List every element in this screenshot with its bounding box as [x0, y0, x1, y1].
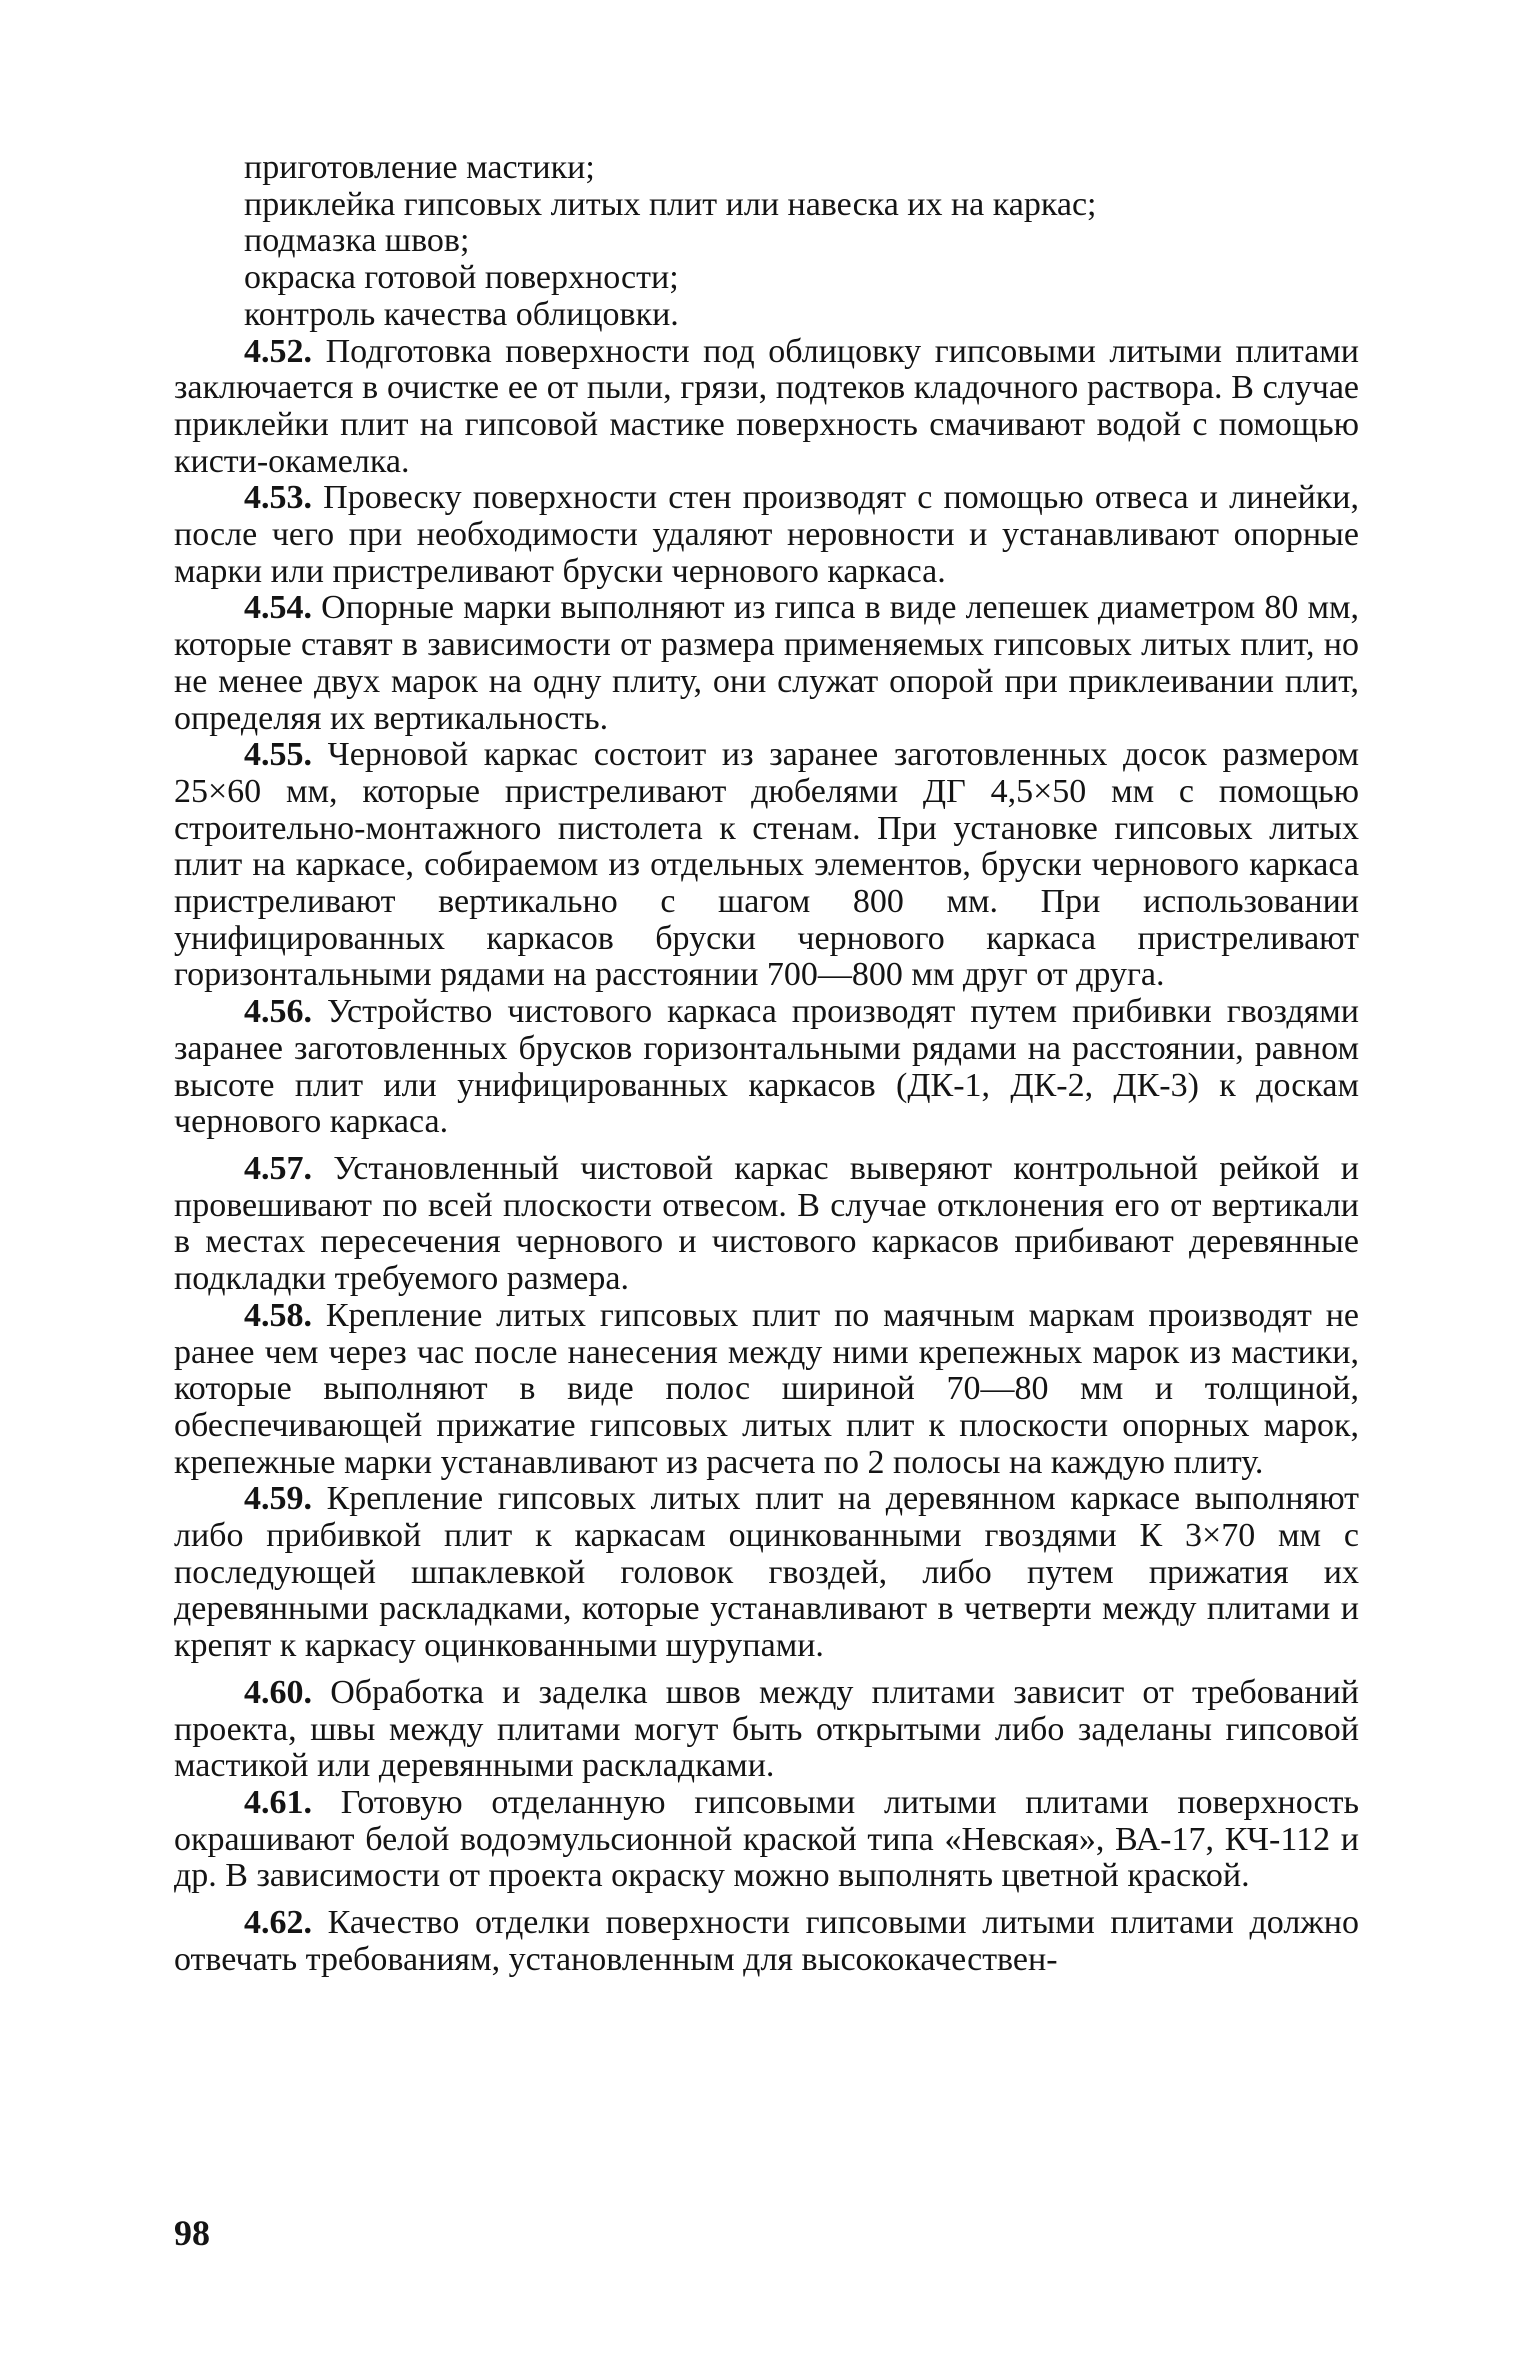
paragraph-number: 4.62. [244, 1904, 312, 1942]
paragraph-text: Черновой каркас состоит из заранее заготовленных досок размером 25×60 мм, которые пристреливают дюбелями ДГ 4,5×50 мм с помощью строительно-монтажного пистолета к стенам. При установке гипсовых литых плит на каркасе, собираемом из отдельных элементов, бруски чернового каркаса пристреливают вертикально с шагом 800 мм. При использовании унифицированных каркасов бруски чернового каркаса пристреливают горизонтальными рядами на расстоянии 700—800 мм друг от друга. [174, 736, 1359, 994]
paragraph-4-52 [174, 334, 1359, 481]
list-item: контроль качества облицовки. [244, 295, 679, 333]
paragraph-text: Установленный чистовой каркас выверяют контрольной рейкой и провешивают по всей плоскости отвесом. В случае отклонения его от вертикали в местах пересечения чернового и чистового каркасов прибивают деревянные подкладки требуемого размера. [174, 1149, 1359, 1298]
paragraph-4-59 [174, 1481, 1359, 1665]
paragraph-text: Провеску поверхности стен производят с помощью отвеса и линейки, после чего при необходимости удаляют неровности и устанавливают опорные марки или пристреливают бруски чернового каркаса. [174, 479, 1359, 590]
paragraph-number: 4.56. [244, 993, 312, 1031]
paragraph-4-54 [174, 590, 1359, 737]
list-item: приготовление мастики; [244, 149, 595, 186]
page-number: 98 [174, 2213, 210, 2253]
paragraph-text: Обработка и заделка швов между плитами зависит от требований проекта, швы между плитами могут быть открытыми либо заделаны гипсовой мастикой или деревянными раскладками. [174, 1673, 1359, 1785]
list-item: подмазка швов; [244, 222, 470, 260]
paragraph-text: Крепление литых гипсовых плит по маячным маркам производят не ранее чем через час после нанесения между ними крепежных марок из мастики, которые выполняют в виде полос шириной 70—80 мм и толщиной, обеспечивающей прижатие гипсовых литых плит к плоскости опорных марок, крепежные марки устанавливают из расчета по 2 полосы на каждую плиту. [174, 1296, 1359, 1481]
paragraph-number: 4.58. [244, 1296, 312, 1334]
page-body [174, 150, 1359, 2300]
list-item: приклейка гипсовых литых плит или навеска их на каркас; [244, 185, 1097, 223]
paragraph-number: 4.57. [244, 1149, 312, 1187]
paragraph-4-57 [174, 1151, 1359, 1298]
paragraph-4-56 [174, 994, 1359, 1141]
paragraph-4-53 [174, 480, 1359, 590]
paragraph-text: Готовую отделанную гипсовыми литыми плитами поверхность окрашивают белой водоэмульсионной краской типа «Невская», ВА-17, КЧ-112 и др. В зависимости от проекта окраску можно выполнять цветной краской. [174, 1783, 1359, 1895]
paragraph-number: 4.55. [244, 736, 312, 774]
paragraph-number: 4.61. [244, 1783, 312, 1821]
paragraph-4-55 [174, 737, 1359, 994]
paragraph-text: Опорные марки выполняют из гипса в виде лепешек диаметром 80 мм, которые ставят в зависимости от размера применяемых гипсовых литых плит, но не менее двух марок на одну плиту, они служат опорой при приклеивании плит, определяя их вертикальность. [174, 589, 1359, 737]
paragraph-number: 4.52. [244, 332, 312, 370]
paragraph-number: 4.60. [244, 1673, 312, 1711]
paragraph-4-60 [174, 1675, 1359, 1785]
paragraph-text: Подготовка поверхности под облицовку гипсовыми литыми плитами заключается в очистке ее от пыли, грязи, подтеков кладочного раствора. В случае приклейки плит на гипсовой мастике поверхность смачивают водой с помощью кисти-окамелка. [174, 332, 1359, 480]
paragraph-text: Устройство чистового каркаса производят путем прибивки гвоздями заранее заготовленных брусков горизонтальными рядами на расстоянии, равном высоте плит или унифицированных каркасов (ДК-1, ДК-2, ДК-3) к доскам чернового каркаса. [174, 993, 1359, 1141]
paragraph-number: 4.54. [244, 589, 312, 627]
paragraph-4-62 [174, 1905, 1359, 1978]
list-item: окраска готовой поверхности; [244, 259, 679, 297]
paragraph-number: 4.59. [244, 1480, 312, 1518]
paragraph-text: Крепление гипсовых литых плит на деревянном каркасе выполняют либо прибивкой плит к каркасам оцинкованными гвоздями К 3×70 мм с последующей шпаклевкой головок гвоздей, либо путем прижатия их деревянными раскладками, которые устанавливают в четверти между плитами и крепят к каркасу оцинкованными шурупами. [174, 1480, 1359, 1665]
paragraph-number: 4.53. [244, 479, 312, 517]
paragraph-text: Качество отделки поверхности гипсовыми литыми плитами должно отвечать требованиям, установленным для высококачествен- [174, 1904, 1359, 1978]
paragraph-4-61 [174, 1785, 1359, 1895]
paragraph-4-58 [174, 1298, 1359, 1482]
